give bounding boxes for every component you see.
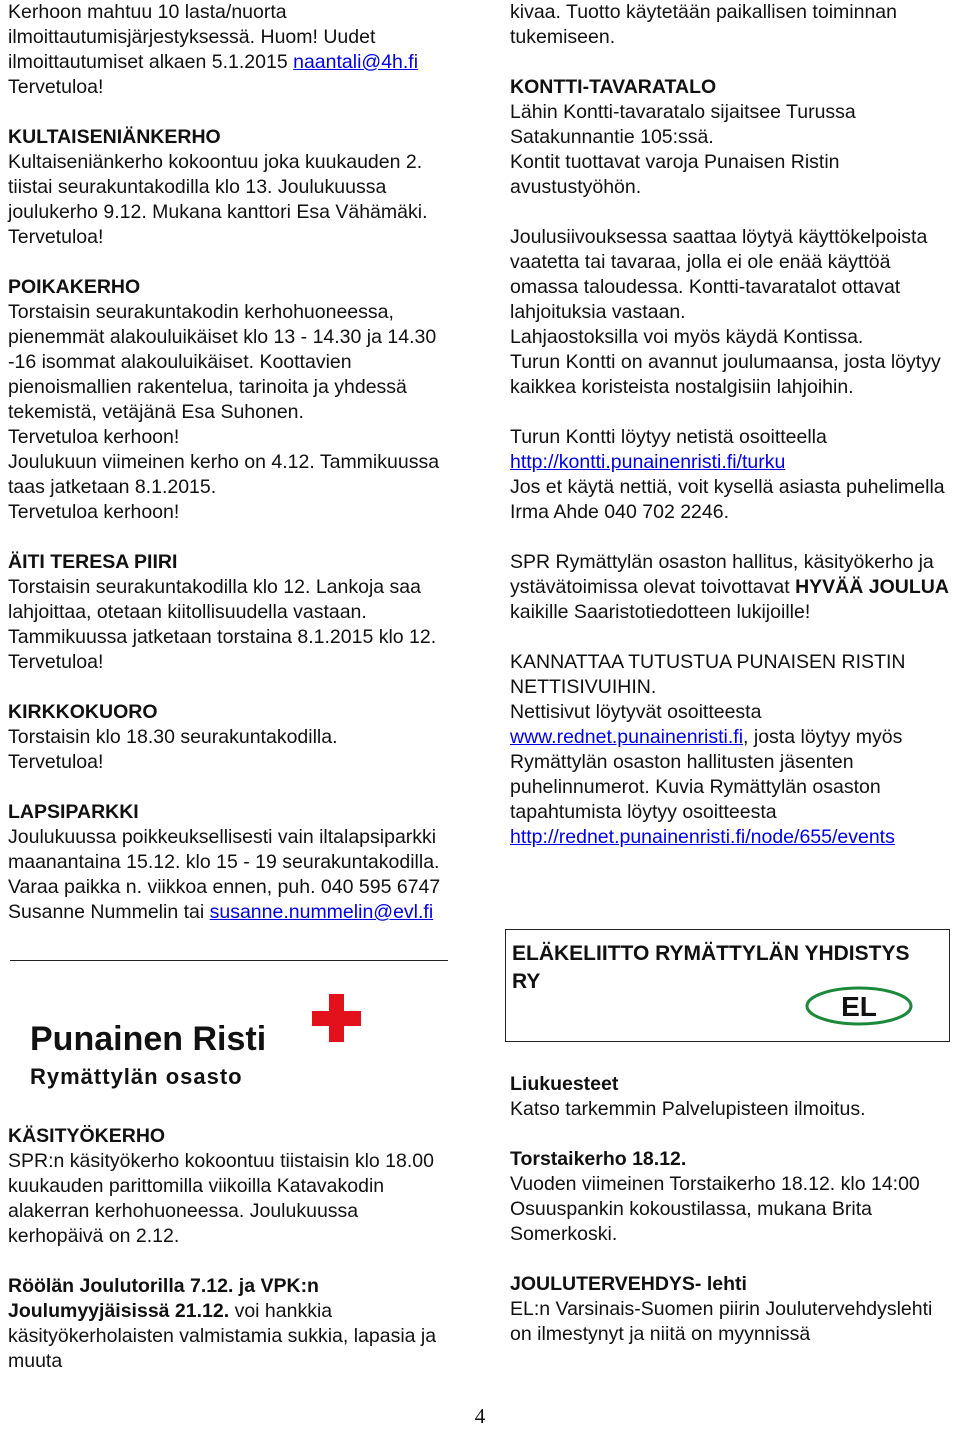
torstaikerho-text: Vuoden viimeinen Torstaikerho 18.12. klo 14:00 Osuuspankin kokoustilassa, mukana Brita Somerkoski. bbox=[510, 1173, 920, 1245]
intro-email-link[interactable]: naantali@4h.fi bbox=[293, 51, 419, 73]
poikakerho-welcome-2: Tervetuloa kerhoon! bbox=[8, 501, 180, 523]
spr-greeting-end: kaikille Saaristotiedotteen lukijoille! bbox=[510, 601, 811, 623]
kontti-link[interactable]: http://kontti.punainenristi.fi/turku bbox=[510, 451, 786, 473]
page-number: 4 bbox=[474, 1404, 486, 1428]
joulutervehdys-text: EL:n Varsinais-Suomen piirin Joulutervehdyslehti on ilmestynyt ja niitä on myynnissä bbox=[510, 1298, 933, 1345]
intro-section bbox=[8, 0, 448, 100]
kannattaa-title: KANNATTAA TUTUSTUA PUNAISEN RISTIN NETTISIVUIHIN. bbox=[510, 651, 906, 698]
kasityokerho-text: SPR:n käsityökerho kokoontuu tiistaisin klo 18.00 kuukauden parittomilla viikoilla Katavakodin alakerran kerhohuoneessa. Joulukuussa kerhopäivä on 2.12. bbox=[8, 1150, 434, 1247]
punainen-risti-logo bbox=[10, 988, 448, 1096]
poikakerho-text: Torstaisin seurakuntakodin kerhohuoneessa, pienemmät alakouluikäiset klo 13 - 14.30 ja 14.30 -16 isommat alakouluikäiset. Koottavien pienoismallien rakentelua, tarinoita ja yhdessä tekemistä, vetäjänä Esa Suhonen. bbox=[8, 301, 437, 423]
kontti-p6: Turun Kontti löytyy netistä osoitteella bbox=[510, 426, 827, 448]
kontti-p2: Kontit tuottavat varoja Punaisen Ristin avustustyöhön. bbox=[510, 151, 840, 198]
kirkkokuoro-text: Torstaisin klo 18.30 seurakuntakodilla. bbox=[8, 726, 338, 748]
red-cross-icon bbox=[312, 994, 361, 1042]
kirkkokuoro-closing: Tervetuloa! bbox=[8, 751, 104, 773]
logo-line-2: Rymättylän osasto bbox=[30, 1064, 243, 1089]
kirkkokuoro-title: KIRKKOKUORO bbox=[8, 701, 158, 723]
kontti-p3: Joulusiivouksessa saattaa löytyä käyttökelpoista vaatetta tai tavaraa, jolla ei ole enää käyttöä omassa taloudessa. Kontti-tavaratalot ottavat lahjoituksia vastaan. bbox=[510, 226, 928, 323]
lapsiparkki-text: Joulukuussa poikkeuksellisesti vain iltalapsiparkki maanantaina 15.12. klo 15 - 19 seurakuntakodilla. Varaa paikka n. viikkoa ennen, puh. 040 595 6747 Susanne Nummelin tai bbox=[8, 826, 441, 923]
kontti-p4: Lahjaostoksilla voi myös käydä Kontissa. bbox=[510, 326, 864, 348]
intro-text: Kerhoon mahtuu 10 lasta/nuorta ilmoittautumisjärjestyksessä. Huom! Uudet ilmoittautumiset alkaen 5.1.2015 bbox=[8, 1, 376, 73]
right-column bbox=[510, 0, 950, 850]
elakeliitto-logo bbox=[804, 985, 914, 1027]
liukuesteet-section bbox=[510, 1072, 950, 1122]
kontti-p1: Lähin Kontti-tavaratalo sijaitsee Turussa Satakunnantie 105:ssä. bbox=[510, 101, 856, 148]
kultaiseniankerho-section bbox=[8, 125, 448, 250]
poikakerho-title: POIKAKERHO bbox=[8, 276, 141, 298]
kasityokerho-title: KÄSITYÖKERHO bbox=[8, 1125, 166, 1147]
elakeliitto-title: ELÄKELIITTO RYMÄTTYLÄN YHDISTYS RY bbox=[512, 942, 910, 993]
aiti-teresa-section bbox=[8, 550, 448, 675]
spr-greeting-section bbox=[510, 550, 950, 625]
torstaikerho-title: Torstaikerho 18.12. bbox=[510, 1148, 687, 1170]
spr-greeting-text: SPR Rymättylän osaston hallitus, käsityökerho ja ystävätoimissa olevat toivottavat bbox=[510, 551, 934, 598]
logo-line-1: Punainen Risti bbox=[30, 1020, 267, 1058]
punainen-risti-logo-graphic bbox=[10, 988, 448, 1096]
roolan-bold-text: Röölän Joulutorilla 7.12. ja VPK:n Joulumyyjäisissä 21.12. bbox=[8, 1275, 319, 1322]
poikakerho-welcome-1: Tervetuloa kerhoon! bbox=[8, 426, 180, 448]
kontti-p7: Jos et käytä nettiä, voit kysellä asiasta puhelimella Irma Ahde 040 702 2246. bbox=[510, 476, 945, 523]
rednet-link[interactable]: www.rednet.punainenristi.fi bbox=[510, 726, 744, 748]
kasityokerho-section bbox=[8, 1124, 448, 1249]
joulutervehdys-section bbox=[510, 1272, 950, 1347]
kirkkokuoro-section bbox=[8, 700, 448, 775]
roolan-section bbox=[8, 1274, 448, 1374]
roolan-text: voi hankkia käsityökerholaisten valmistamia sukkia, lapasia ja muuta bbox=[8, 1300, 437, 1372]
kannattaa-text-2: , josta löytyy myös Rymättylän osaston hallitusten jäsenten puhelinnumerot. Kuvia Rymättylän osaston tapahtumista löytyy osoitteesta bbox=[510, 726, 903, 823]
aiti-teresa-text: Torstaisin seurakuntakodilla klo 12. Lankoja saa lahjoittaa, otetaan kiitollisuudella vastaan. Tammikuussa jatketaan torstaina 8.1.2015 klo 12. Tervetuloa! bbox=[8, 576, 437, 673]
lapsiparkki-section bbox=[8, 800, 448, 925]
kontti-section bbox=[510, 75, 950, 525]
kontti-title: KONTTI-TAVARATALO bbox=[510, 76, 717, 98]
aiti-teresa-title: ÄITI TERESA PIIRI bbox=[8, 551, 178, 573]
rednet-events-link[interactable]: http://rednet.punainenristi.fi/node/655/events bbox=[510, 826, 895, 848]
liukuesteet-title: Liukuesteet bbox=[510, 1073, 619, 1095]
kannattaa-text: Nettisivut löytyvät osoitteesta bbox=[510, 701, 762, 723]
poikakerho-last-meeting: Joulukuun viimeinen kerho on 4.12. Tammikuussa taas jatketaan 8.1.2015. bbox=[8, 451, 440, 498]
spr-greeting-bold: HYVÄÄ JOULUA bbox=[795, 576, 949, 598]
poikakerho-section bbox=[8, 275, 448, 525]
lapsiparkki-title: LAPSIPARKKI bbox=[8, 801, 139, 823]
kontti-p5: Turun Kontti on avannut joulumaansa, josta löytyy kaikkea koristeista nostalgisiin lahjoihin. bbox=[510, 351, 941, 398]
left-column bbox=[8, 0, 448, 925]
lapsiparkki-email-link[interactable]: susanne.nummelin@evl.fi bbox=[209, 901, 434, 923]
kannattaa-section bbox=[510, 650, 950, 850]
intro-closing: Tervetuloa! bbox=[8, 76, 104, 98]
kultaiseniankerho-title: KULTAISENIÄNKERHO bbox=[8, 126, 221, 148]
continuation-text: kivaa. Tuotto käytetään paikallisen toiminnan tukemiseen. bbox=[510, 1, 897, 48]
elakeliitto-logo-text: EL bbox=[841, 991, 877, 1022]
section-divider bbox=[10, 960, 448, 961]
liukuesteet-text: Katso tarkemmin Palvelupisteen ilmoitus. bbox=[510, 1098, 866, 1120]
joulutervehdys-title: JOULUTERVEHDYS- lehti bbox=[510, 1273, 747, 1295]
left-column-lower bbox=[8, 1124, 448, 1374]
right-column-lower bbox=[510, 1072, 950, 1347]
torstaikerho-section bbox=[510, 1147, 950, 1247]
kultaiseniankerho-text: Kultaiseniänkerho kokoontuu joka kuukauden 2. tiistai seurakuntakodilla klo 13. Joulukuussa joulukerho 9.12. Mukana kanttori Esa Vähämäki. Tervetuloa! bbox=[8, 151, 428, 248]
